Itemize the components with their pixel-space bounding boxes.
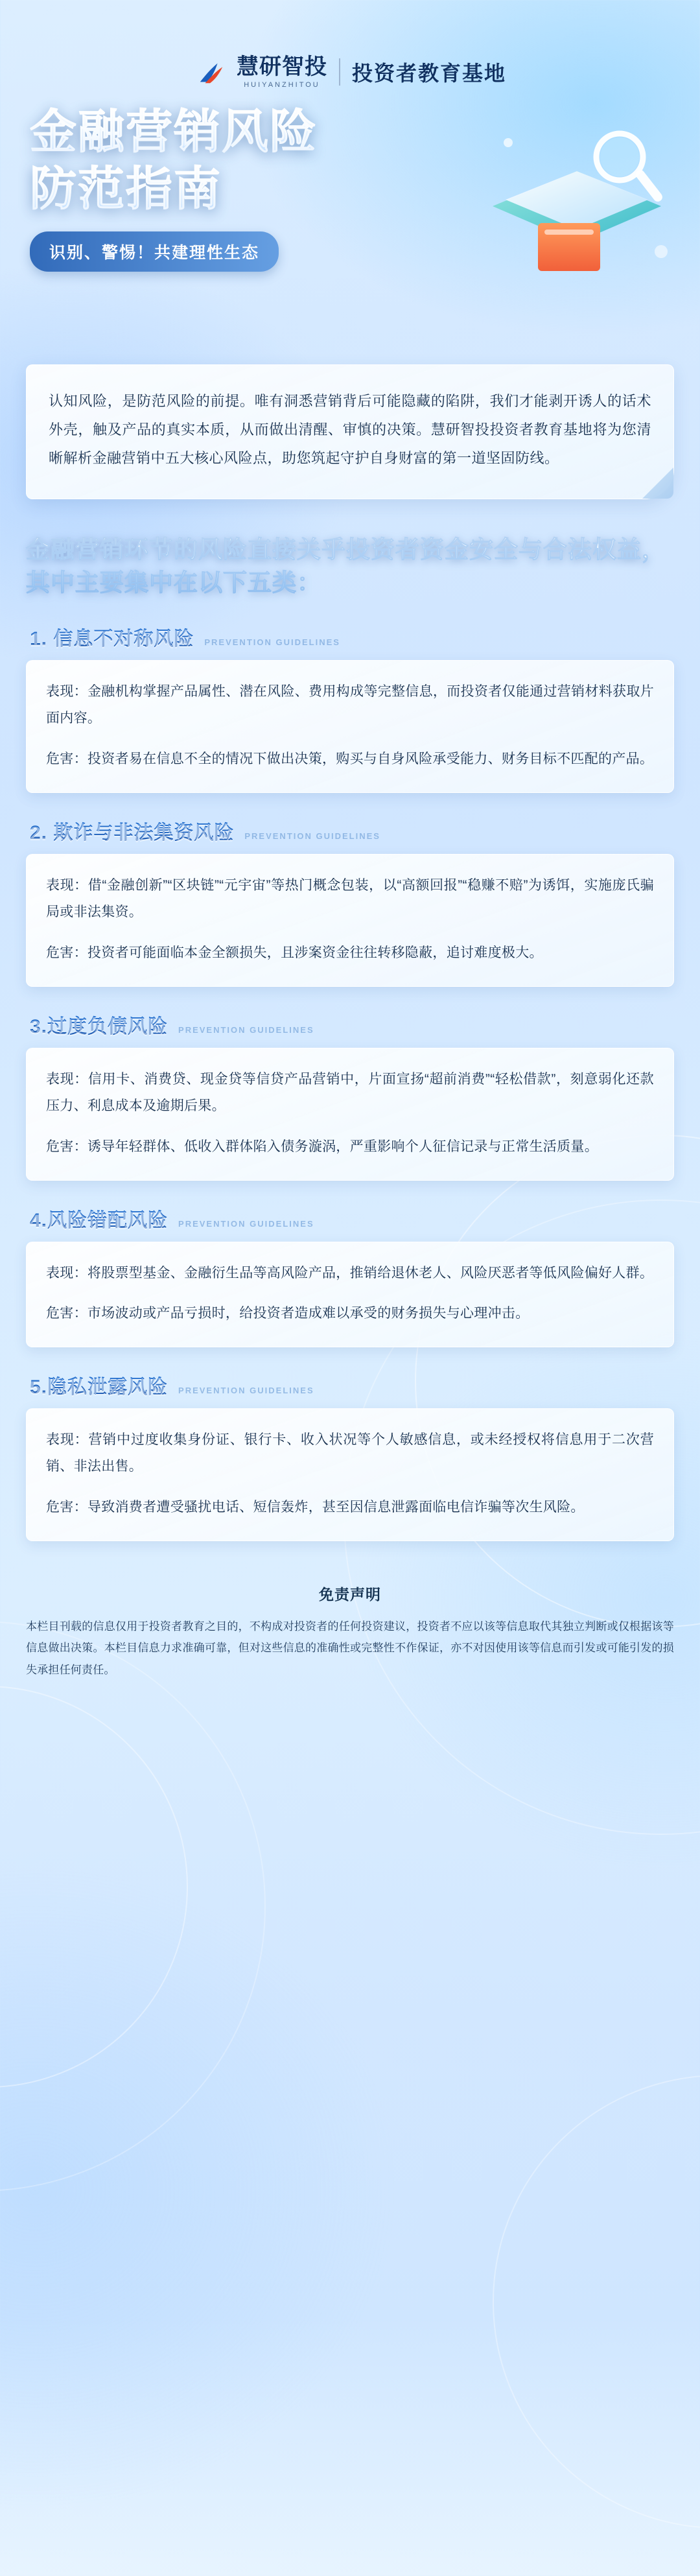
- brand-name-cn: 慧研智投: [236, 54, 327, 79]
- risk-manifest-5: 表现：营销中过度收集身份证、银行卡、收入状况等个人敏感信息，或未经授权将信息用于二次营销、非法出售。: [46, 1432, 654, 1474]
- intro-text: 认知风险，是防范风险的前提。唯有洞悉营销背后可能隐藏的陷阱，我们才能剥开诱人的话术外壳，触及产品的真实本质，从而做出清醒、审慎的决策。慧研智投投资者教育基地将为您清晰解析金融营销中五大核心风险点，助您筑起守护自身财富的第一道坚固防线。: [49, 393, 651, 466]
- brand-subtitle: 投资者教育基地: [351, 62, 506, 85]
- risk-harm-3: 危害：诱导年轻群体、低收入群体陷入债务漩涡，严重影响个人征信记录与正常生活质量。: [46, 1139, 598, 1154]
- hero-title-line-2: 防范指南: [30, 165, 700, 214]
- risk-harm-1: 危害：投资者易在信息不全的情况下做出决策，购买与自身风险承受能力、财务目标不匹配的产品。: [46, 751, 654, 766]
- decorative-arc: [0, 1621, 266, 2192]
- risk-harm-4: 危害：市场波动或产品亏损时，给投资者造成难以承受的财务损失与心理冲击。: [46, 1306, 530, 1321]
- risk-card-5: [26, 1408, 674, 1541]
- brand-logo-icon: [194, 54, 230, 89]
- brand-name-block: [237, 56, 327, 89]
- section-headline: 金融营销环节的风险直接关乎投资者资金安全与合法权益，其中主要集中在以下五类：: [26, 533, 674, 599]
- risk-block-4: [26, 1204, 674, 1348]
- header-divider: [339, 58, 340, 86]
- risk-harm-2: 危害：投资者可能面临本金全额损失，且涉案资金往往转移隐蔽，追讨难度极大。: [46, 945, 543, 960]
- risk-manifest-2: 表现：借“金融创新”“区块链”“元宇宙”等热门概念包装，以“高额回报”“稳赚不赔”为诱饵，实施庞氏骗局或非法集资。: [46, 877, 654, 919]
- risk-block-3: [26, 1010, 674, 1181]
- risk-card-1: [26, 660, 674, 793]
- brand-header: [0, 0, 700, 96]
- risk-card-2: [26, 854, 674, 987]
- decorative-arc: [0, 1686, 188, 2088]
- disclaimer-title: 免责声明: [319, 1586, 381, 1603]
- decorative-arc: [493, 2075, 700, 2529]
- risk-title-3: 3.过度负债风险: [30, 1010, 168, 1039]
- risk-eyebrow-5: PREVENTION GUIDELINES: [178, 1386, 314, 1396]
- risk-eyebrow-4: PREVENTION GUIDELINES: [178, 1218, 314, 1229]
- brand-name-en: HUIYANZHITOU: [244, 80, 320, 89]
- risk-eyebrow-2: PREVENTION GUIDELINES: [244, 831, 380, 841]
- hero-title-line-1: 金融营销风险: [30, 108, 700, 157]
- risk-harm-5: 危害：导致消费者遭受骚扰电话、短信轰炸，甚至因信息泄露面临电信诈骗等次生风险。: [46, 1500, 585, 1515]
- hero-subtitle-badge: 识别、警惕！共建理性生态: [30, 231, 279, 272]
- risk-block-1: [26, 622, 674, 793]
- risk-manifest-1: 表现：金融机构掌握产品属性、潜在风险、费用构成等完整信息，而投资者仅能通过营销材料获取片面内容。: [46, 684, 654, 726]
- hero-section: [0, 96, 700, 342]
- disclaimer-section: [26, 1583, 674, 1680]
- hero-title-wrap: [0, 108, 700, 272]
- risk-block-2: [26, 816, 674, 987]
- risk-eyebrow-1: PREVENTION GUIDELINES: [204, 637, 340, 648]
- risk-title-5: 5.隐私泄露风险: [30, 1371, 168, 1399]
- risk-header-4: [26, 1204, 674, 1233]
- disclaimer-text: 本栏目刊载的信息仅用于投资者教育之目的，不构成对投资者的任何投资建议，投资者不应以该等信息取代其独立判断或仅根据该等信息做出决策。本栏目信息力求准确可靠，但对这些信息的准确性或完整性不作保证，亦不对因使用该等信息而引发或可能引发的损失承担任何责任。: [26, 1620, 674, 1676]
- risk-header-2: [26, 816, 674, 845]
- risk-title-2: 2. 欺诈与非法集资风险: [30, 816, 234, 845]
- risk-card-3: [26, 1048, 674, 1181]
- risk-card-4: [26, 1242, 674, 1348]
- risk-header-3: [26, 1010, 674, 1039]
- risk-manifest-3: 表现：信用卡、消费贷、现金贷等信贷产品营销中，片面宣扬“超前消费”“轻松借款”，刻意弱化还款压力、利息成本及逾期后果。: [46, 1071, 654, 1113]
- risk-manifest-4: 表现：将股票型基金、金融衍生品等高风险产品，推销给退休老人、风险厌恶者等低风险偏好人群。: [46, 1265, 654, 1281]
- risk-eyebrow-3: PREVENTION GUIDELINES: [178, 1024, 314, 1035]
- intro-card: [26, 364, 674, 499]
- risk-header-1: [26, 622, 674, 651]
- risk-block-5: [26, 1371, 674, 1541]
- risk-title-1: 1. 信息不对称风险: [30, 622, 194, 651]
- risk-header-5: [26, 1371, 674, 1399]
- risk-title-4: 4.风险错配风险: [30, 1204, 168, 1233]
